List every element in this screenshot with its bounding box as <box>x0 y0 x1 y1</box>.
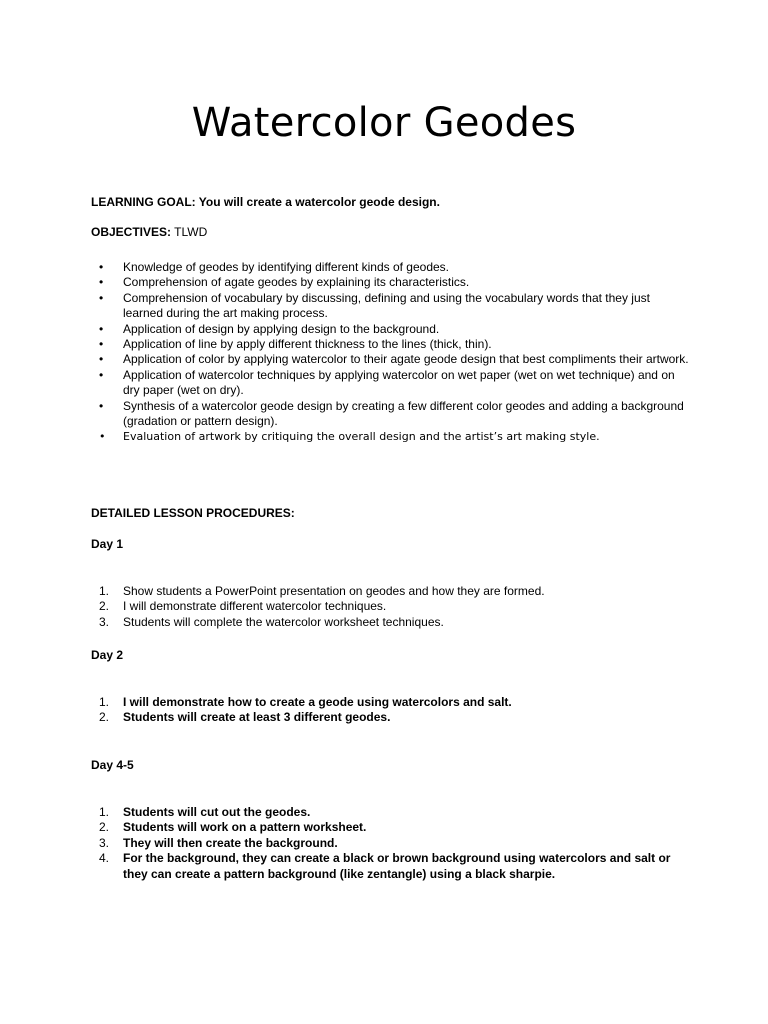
step-number: 2. <box>99 820 110 835</box>
learning-goal: LEARNING GOAL: You will create a watercolor geode design. <box>91 195 440 209</box>
step-number: 3. <box>99 614 110 629</box>
bullet-icon: • <box>99 321 104 336</box>
day2-steps <box>91 695 691 726</box>
objective-text: Knowledge of geodes by identifying different kinds of geodes. <box>123 260 450 274</box>
day2-label: Day 2 <box>91 648 124 662</box>
step-item <box>91 820 671 835</box>
page-title: Watercolor Geodes <box>191 100 577 146</box>
objective-text: Synthesis of a watercolor geode design by creating a few different color geodes and adding a background (gradation or pattern design). <box>123 398 684 429</box>
bullet-icon: • <box>99 430 106 444</box>
procedures-heading: DETAILED LESSON PROCEDURES: <box>91 506 295 520</box>
objective-item <box>91 352 691 367</box>
objectives-label: OBJECTIVES: <box>91 225 172 239</box>
day1-steps-container <box>91 584 691 630</box>
day45-label: Day 4-5 <box>91 758 134 772</box>
bullet-icon: • <box>99 337 104 352</box>
day45-steps <box>91 805 671 882</box>
step-item <box>91 851 671 882</box>
step-item <box>91 836 671 851</box>
objective-text: Application of watercolor techniques by applying watercolor on wet paper (wet on wet technique) and on dry paper (wet on dry). <box>123 367 675 398</box>
objectives-list-container <box>91 260 691 445</box>
objective-item <box>91 429 691 444</box>
step-number: 1. <box>99 584 110 598</box>
objectives-line <box>91 225 691 240</box>
objective-item <box>91 260 691 275</box>
bullet-icon: • <box>99 352 104 367</box>
objective-text: Application of design by applying design to the background. <box>123 321 440 336</box>
step-text: I will demonstrate different watercolor techniques. <box>123 599 387 614</box>
day1-steps <box>91 584 691 630</box>
objective-text: Application of color by applying watercolor to their agate geode design that best compliments their artwork. <box>123 352 689 367</box>
step-text: Students will work on a pattern worksheet. <box>123 820 367 835</box>
bullet-icon: • <box>99 398 104 413</box>
step-item <box>91 615 691 630</box>
bullet-icon: • <box>99 290 104 305</box>
objective-text: Application of line by apply different thickness to the lines (thick, thin). <box>123 337 492 352</box>
step-number: 2. <box>99 599 110 614</box>
step-text: I will demonstrate how to create a geode using watercolors and salt. <box>123 695 512 709</box>
step-item <box>91 695 691 710</box>
objective-item <box>91 399 691 430</box>
step-item <box>91 584 691 599</box>
objective-item <box>91 275 691 290</box>
objectives-list <box>91 260 691 445</box>
day2-steps-container <box>91 695 691 726</box>
step-item <box>91 710 691 725</box>
step-number: 1. <box>99 695 110 709</box>
objective-text: Comprehension of vocabulary by discussing, defining and using the vocabulary words that they just learned during the art making process. <box>123 290 650 321</box>
step-text: Students will create at least 3 different geodes. <box>123 710 391 725</box>
bullet-icon: • <box>99 260 104 274</box>
step-text: Students will cut out the geodes. <box>123 805 311 819</box>
objective-item <box>91 368 691 399</box>
day45-steps-container <box>91 805 671 882</box>
step-number: 4. <box>99 851 110 866</box>
bullet-icon: • <box>99 367 104 382</box>
bullet-icon: • <box>99 275 104 290</box>
objective-text: Evaluation of artwork by critiquing the overall design and the artist’s art making style. <box>123 430 600 444</box>
step-text: For the background, they can create a black or brown background using watercolors and salt or they can create a pattern background (like zentangle) using a black sharpie. <box>123 851 671 881</box>
objective-item <box>91 291 691 322</box>
step-text: Students will complete the watercolor worksheet techniques. <box>123 614 444 629</box>
objective-text: Comprehension of agate geodes by explaining its characteristics. <box>123 275 470 290</box>
step-item <box>91 599 691 614</box>
step-number: 2. <box>99 710 110 725</box>
step-text: They will then create the background. <box>123 835 338 850</box>
step-number: 1. <box>99 805 110 819</box>
step-text: Show students a PowerPoint presentation on geodes and how they are formed. <box>123 584 545 598</box>
step-item <box>91 805 671 820</box>
day1-label: Day 1 <box>91 537 124 551</box>
objective-item <box>91 322 691 337</box>
step-number: 3. <box>99 835 110 850</box>
objectives-value: TLWD <box>174 225 208 239</box>
objective-item <box>91 337 691 352</box>
